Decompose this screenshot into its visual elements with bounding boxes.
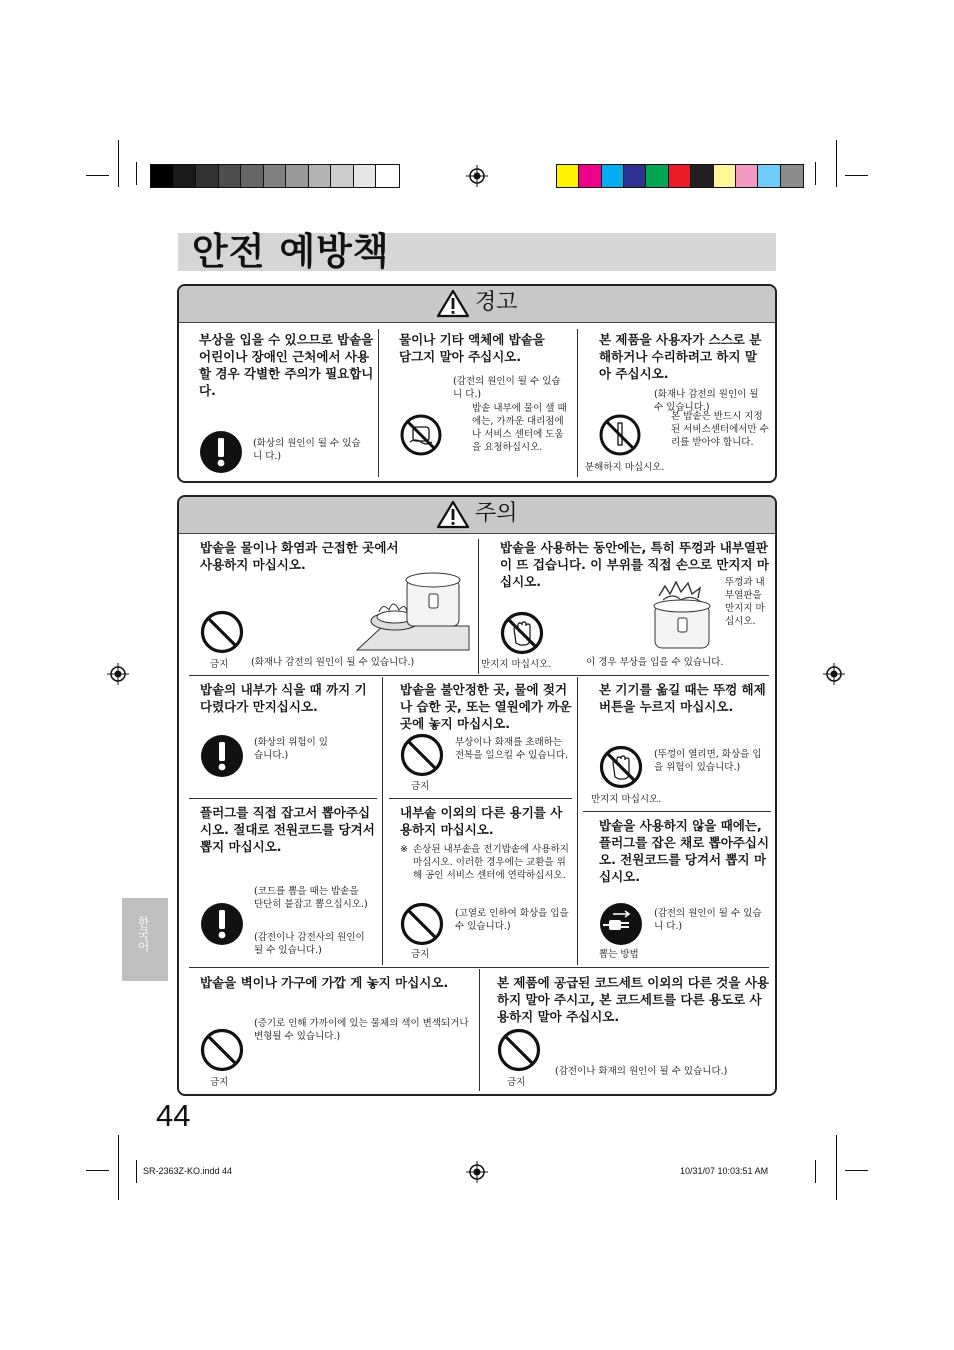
divider	[382, 677, 383, 965]
caution-text: 밥솥을 벽이나 가구에 가깝 게 놓지 마십시오.	[200, 975, 449, 990]
warning-note: (감전의 원인이 될 수 있습니 다.)	[453, 376, 561, 400]
mandatory-action-icon	[199, 430, 243, 474]
page-title: 안전 예방책	[192, 230, 390, 273]
divider	[577, 677, 578, 965]
crop-mark	[845, 1170, 868, 1171]
crop-mark	[815, 1160, 816, 1183]
caution-note: (화상의 위험이 있습니다.)	[254, 737, 328, 761]
crop-mark	[118, 1135, 119, 1200]
page-number: 44	[156, 1098, 191, 1133]
caution-note: 이 경우 부상을 입을 수 있습니다.	[586, 657, 724, 668]
registration-mark-icon	[466, 165, 488, 187]
mandatory-action-icon	[200, 734, 244, 778]
grayscale-bar	[150, 164, 400, 188]
color-swatch	[309, 165, 332, 187]
crop-mark	[136, 1160, 137, 1183]
prohibited-icon	[497, 1028, 541, 1072]
caution-text: 플러그를 직접 잡고서 뽑아주십시오. 절대로 전원코드를 당겨서 뽑지 마십시오.	[200, 805, 375, 854]
color-swatch	[781, 165, 803, 187]
icon-caption: 만지지 마십시오.	[591, 794, 662, 805]
caution-note: (감전이나 감전사의 원인이 될 수 있습니다.)	[254, 932, 365, 956]
registration-mark-icon	[823, 663, 845, 685]
caution-side-note: 뚜껑과 내부열판을 만지지 마십시오.	[725, 577, 765, 627]
footer-timestamp: 10/31/07 10:03:51 AM	[680, 1166, 769, 1176]
caution-note: (고열로 인하여 화상을 입을 수 있습니다.)	[455, 908, 569, 932]
language-tab	[122, 898, 168, 981]
divider	[478, 539, 479, 674]
icon-caption: 금지	[411, 949, 430, 960]
caution-text: 밥솥을 사용하는 동안에는, 특히 뚜껑과 내부열판이 뜨 겁습니다. 이 부위를 직접 손으로 만지지 마십시오.	[500, 540, 769, 589]
color-swatch	[174, 165, 197, 187]
warning-note: 밥솥 내부에 물이 샐 때에는, 가까운 대리점에나 서비스 센터에 도움을 요청하십시오.	[472, 403, 567, 453]
color-bar	[556, 164, 804, 188]
rice-cooker-near-stove-illustration	[353, 568, 471, 652]
color-swatch	[691, 165, 713, 187]
color-swatch	[331, 165, 354, 187]
icon-caption: 만지지 마십시오.	[481, 659, 552, 670]
no-disassembly-icon	[599, 414, 641, 456]
crop-mark	[86, 175, 109, 176]
caution-note: (증기로 인해 가까이에 있는 물체의 색이 변색되거나 변형될 수 있습니다.)	[254, 1018, 469, 1042]
caution-note: 손상된 내부솥을 전기밥솥에 사용하지 마십시오. 이러한 경우에는 교환을 위해 공인 서비스 센터에 연락하십시오.	[413, 844, 569, 881]
caution-note: (감전이나 화재의 원인이 될 수 있습니다.)	[555, 1066, 728, 1077]
color-swatch	[219, 165, 242, 187]
caution-text: 밥솥을 사용하지 않을 때에는, 플러그를 잡은 채로 뽑아주십시오. 전원코드를 당겨서 뽑지 마십시오.	[599, 818, 770, 884]
warning-header	[179, 286, 775, 323]
caution-text: 밥솥을 불안정한 곳, 물에 젖거나 습한 곳, 또는 열원에가 까운 곳에 놓지 마십시오.	[400, 682, 572, 731]
color-swatch	[241, 165, 264, 187]
icon-caption: 분해하지 마십시오.	[585, 462, 665, 473]
color-swatch	[376, 165, 399, 187]
prohibited-icon	[400, 733, 444, 777]
caution-text: 내부솥 이외의 다른 용기를 사용하지 마십시오.	[400, 805, 563, 837]
warning-triangle-icon	[436, 289, 470, 318]
color-swatch	[196, 165, 219, 187]
caution-note: (코드를 뽑을 때는 밥솥을 단단히 붙잡고 뽑으십시오.)	[254, 886, 368, 910]
color-swatch	[714, 165, 736, 187]
icon-caption: 금지	[411, 781, 430, 792]
no-touch-icon	[500, 611, 544, 655]
icon-caption: 금지	[210, 659, 229, 670]
icon-caption: 뽑는 방법	[599, 949, 639, 960]
crop-mark	[845, 175, 868, 176]
divider	[577, 329, 578, 477]
color-swatch	[557, 165, 579, 187]
mandatory-action-icon	[200, 902, 244, 946]
caution-triangle-icon	[436, 500, 470, 529]
hot-lid-cooker-illustration	[649, 576, 719, 652]
crop-mark	[136, 162, 137, 185]
divider	[479, 969, 480, 1091]
divider	[378, 329, 379, 477]
unplug-icon	[599, 902, 643, 946]
divider	[583, 811, 771, 812]
language-tab-label: 한국어	[136, 916, 150, 952]
caution-text: 밥솥을 물이나 화염과 근접한 곳에서 사용하지 마십시오.	[200, 540, 399, 572]
color-swatch	[286, 165, 309, 187]
divider	[389, 798, 572, 799]
warning-label: 경고	[475, 290, 518, 315]
color-swatch	[736, 165, 758, 187]
divider	[189, 798, 377, 799]
no-water-immersion-icon	[400, 414, 442, 456]
crop-mark	[118, 140, 119, 187]
divider	[189, 675, 769, 676]
caution-text: 본 제품에 공급된 코드세트 이외의 다른 것을 사용하지 말아 주시고, 본 코드세트를 다른 용도로 사용하지 말아 주십시오.	[497, 975, 769, 1024]
no-touch-icon	[599, 745, 643, 789]
prohibited-icon	[200, 1028, 244, 1072]
warning-box	[177, 284, 777, 483]
caution-note: (감전의 원인이 될 수 있습니 다.)	[654, 908, 762, 932]
note-mark: ※	[400, 844, 408, 855]
registration-mark-icon	[466, 1161, 488, 1183]
color-swatch	[758, 165, 780, 187]
color-swatch	[151, 165, 174, 187]
caution-header	[179, 497, 775, 534]
crop-mark	[836, 140, 837, 187]
icon-caption: 금지	[210, 1077, 229, 1088]
warning-text: 부상을 입을 수 있으므로 밥솥을 어린이나 장애인 근처에서 사용할 경우 각별한 주의가 필요합니다.	[199, 332, 374, 398]
caution-note: (화재나 감전의 원인이 될 수 있습니다.)	[251, 657, 415, 668]
color-swatch	[264, 165, 287, 187]
color-swatch	[624, 165, 646, 187]
divider	[189, 967, 769, 968]
warning-text: 물이나 기타 액체에 밥솥을 담그지 말아 주십시오.	[399, 332, 545, 364]
warning-note: (화상의 원인이 될 수 있습니 다.)	[253, 438, 361, 462]
color-swatch	[646, 165, 668, 187]
icon-caption: 금지	[507, 1077, 526, 1088]
prohibited-icon	[400, 902, 444, 946]
registration-mark-icon	[107, 663, 129, 685]
prohibited-icon	[200, 610, 244, 654]
crop-mark	[86, 1170, 109, 1171]
caution-box	[177, 495, 777, 1096]
color-swatch	[579, 165, 601, 187]
warning-note: 본 밥솥은 반드시 지정된 서비스센터에서만 수리를 받아야 합니다.	[671, 411, 769, 448]
warning-text: 본 제품을 사용자가 스스로 분해하거나 수리하려고 하지 말아 주십시오.	[599, 332, 762, 381]
color-swatch	[354, 165, 377, 187]
caution-note: 부상이나 화재를 초래하는 전복을 일으킬 수 있습니다.	[455, 737, 569, 761]
caution-note: (뚜껑이 열리면, 화상을 입을 위험이 있습니다.)	[654, 749, 762, 773]
color-swatch	[669, 165, 691, 187]
caution-text: 본 기기를 옮길 때는 뚜껑 해제 버튼을 누르지 마십시오.	[599, 682, 766, 714]
crop-mark	[815, 162, 816, 185]
warning-note: (화재나 감전의 원인이 될 수 있습니다.)	[654, 389, 759, 413]
title-band	[178, 230, 776, 273]
crop-mark	[836, 1135, 837, 1200]
caution-label: 주의	[475, 501, 518, 526]
caution-text: 밥솥의 내부가 식을 때 까지 기다렸다가 만지십시오.	[200, 682, 367, 714]
footer-file-name: SR-2363Z-KO.indd 44	[143, 1166, 233, 1176]
color-swatch	[602, 165, 624, 187]
